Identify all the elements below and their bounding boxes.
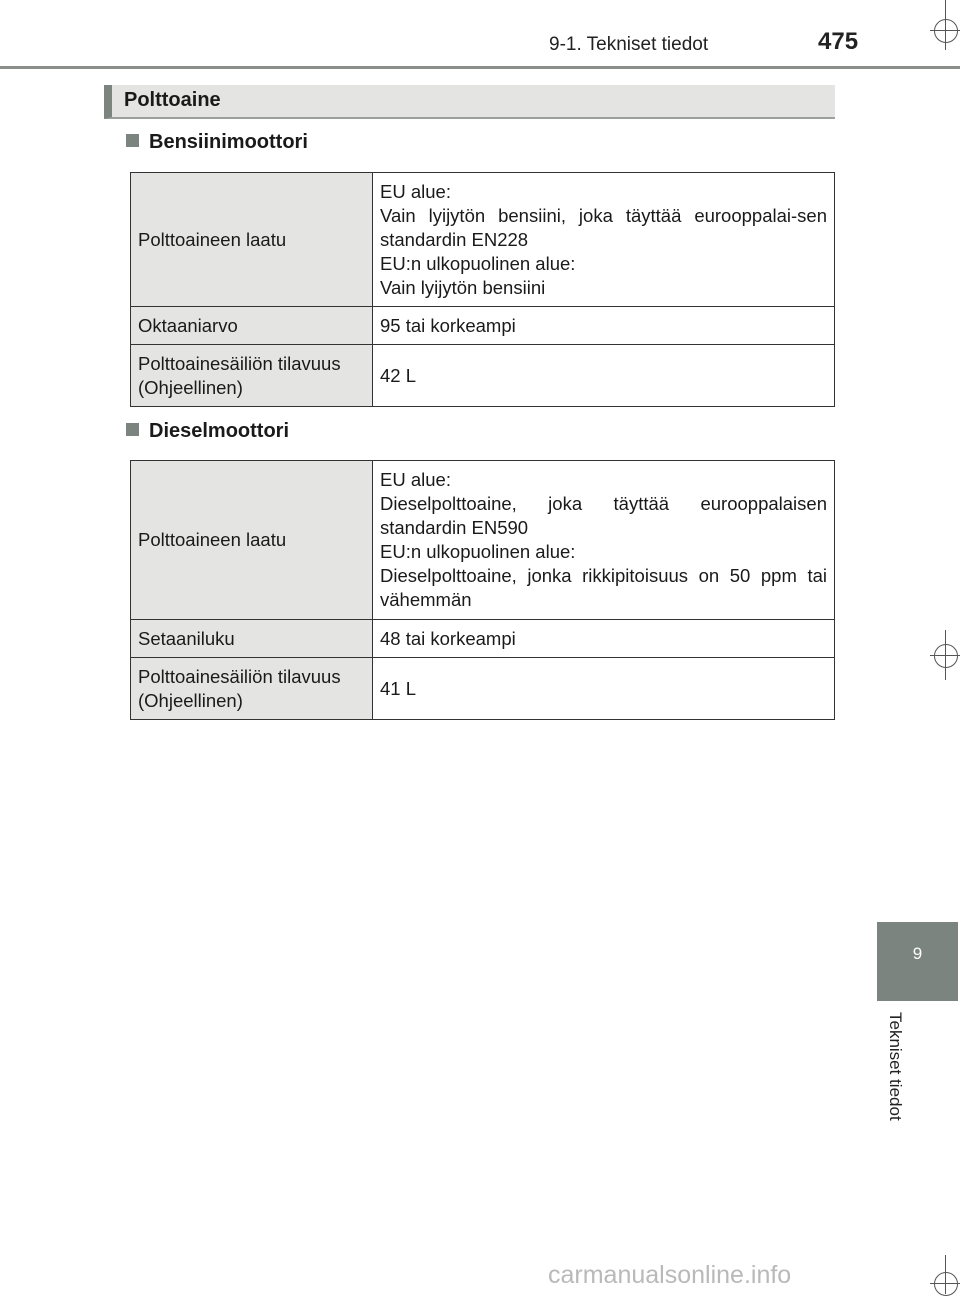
- fuel-quality-line: EU alue:: [380, 180, 451, 202]
- table-cell-label: Polttoainesäiliön tilavuus (Ohjeellinen): [131, 345, 373, 407]
- subheading-diesel: [126, 420, 289, 443]
- chapter-title: 9-1. Tekniset tiedot: [549, 34, 709, 55]
- subheading-petrol: [126, 131, 308, 154]
- section-title-bar: [104, 85, 835, 119]
- fuel-quality-line: EU:n ulkopuolinen alue:: [380, 252, 576, 274]
- table-cell-label: Oktaaniarvo: [131, 307, 373, 345]
- table-row: [131, 658, 835, 720]
- subheading-diesel-text: Dieselmoottori: [149, 420, 290, 442]
- chapter-tab-number: 9: [912, 944, 923, 963]
- table-cell-value: 48 tai korkeampi: [373, 620, 835, 658]
- table-cell-label: Polttoaineen laatu: [131, 173, 373, 307]
- fuel-quality-line: EU:n ulkopuolinen alue:: [380, 541, 576, 562]
- table-row: [131, 173, 835, 307]
- fuel-quality-line: Vain lyijytön bensiini: [380, 276, 546, 298]
- fuel-quality-line: Vain lyijytön bensiini, joka täyttää eurooppalai-sen standardin EN228: [380, 204, 827, 250]
- diesel-spec-table: [130, 460, 835, 720]
- registration-circle: [934, 1272, 958, 1296]
- table-row: [131, 307, 835, 345]
- table-row: [131, 620, 835, 658]
- table-cell-value: 95 tai korkeampi: [373, 307, 835, 345]
- fuel-quality-line: EU alue:: [380, 469, 451, 490]
- fuel-quality-line: Dieselpolttoaine, jonka rikkipitoisuus on 50 ppm tai vähemmän: [380, 565, 827, 610]
- chapter-tab: [877, 922, 958, 1001]
- registration-circle: [934, 19, 958, 43]
- section-title: Polttoaine: [124, 89, 221, 111]
- fuel-quality-line: Dieselpolttoaine, joka täyttää eurooppalaisen standardin EN590: [380, 493, 827, 538]
- square-bullet-icon: [126, 134, 139, 147]
- chapter-tab-label: Tekniset tiedot: [886, 1012, 905, 1121]
- table-cell-value: [373, 173, 835, 307]
- table-cell-label: Setaaniluku: [131, 620, 373, 658]
- table-cell-value: 42 L: [373, 345, 835, 407]
- table-row: [131, 345, 835, 407]
- square-bullet-icon: [126, 423, 139, 436]
- registration-circle: [934, 644, 958, 668]
- table-cell-label: Polttoainesäiliön tilavuus (Ohjeellinen): [131, 658, 373, 720]
- table-cell-value: [373, 461, 835, 620]
- watermark: carmanualsonline.info: [548, 1261, 792, 1289]
- header-rule: [0, 66, 960, 69]
- petrol-spec-table: [130, 172, 835, 407]
- page-number: 475: [818, 28, 859, 55]
- subheading-petrol-text: Bensiinimoottori: [149, 131, 308, 153]
- table-row: [131, 461, 835, 620]
- table-cell-value: 41 L: [373, 658, 835, 720]
- table-cell-label: Polttoaineen laatu: [131, 461, 373, 620]
